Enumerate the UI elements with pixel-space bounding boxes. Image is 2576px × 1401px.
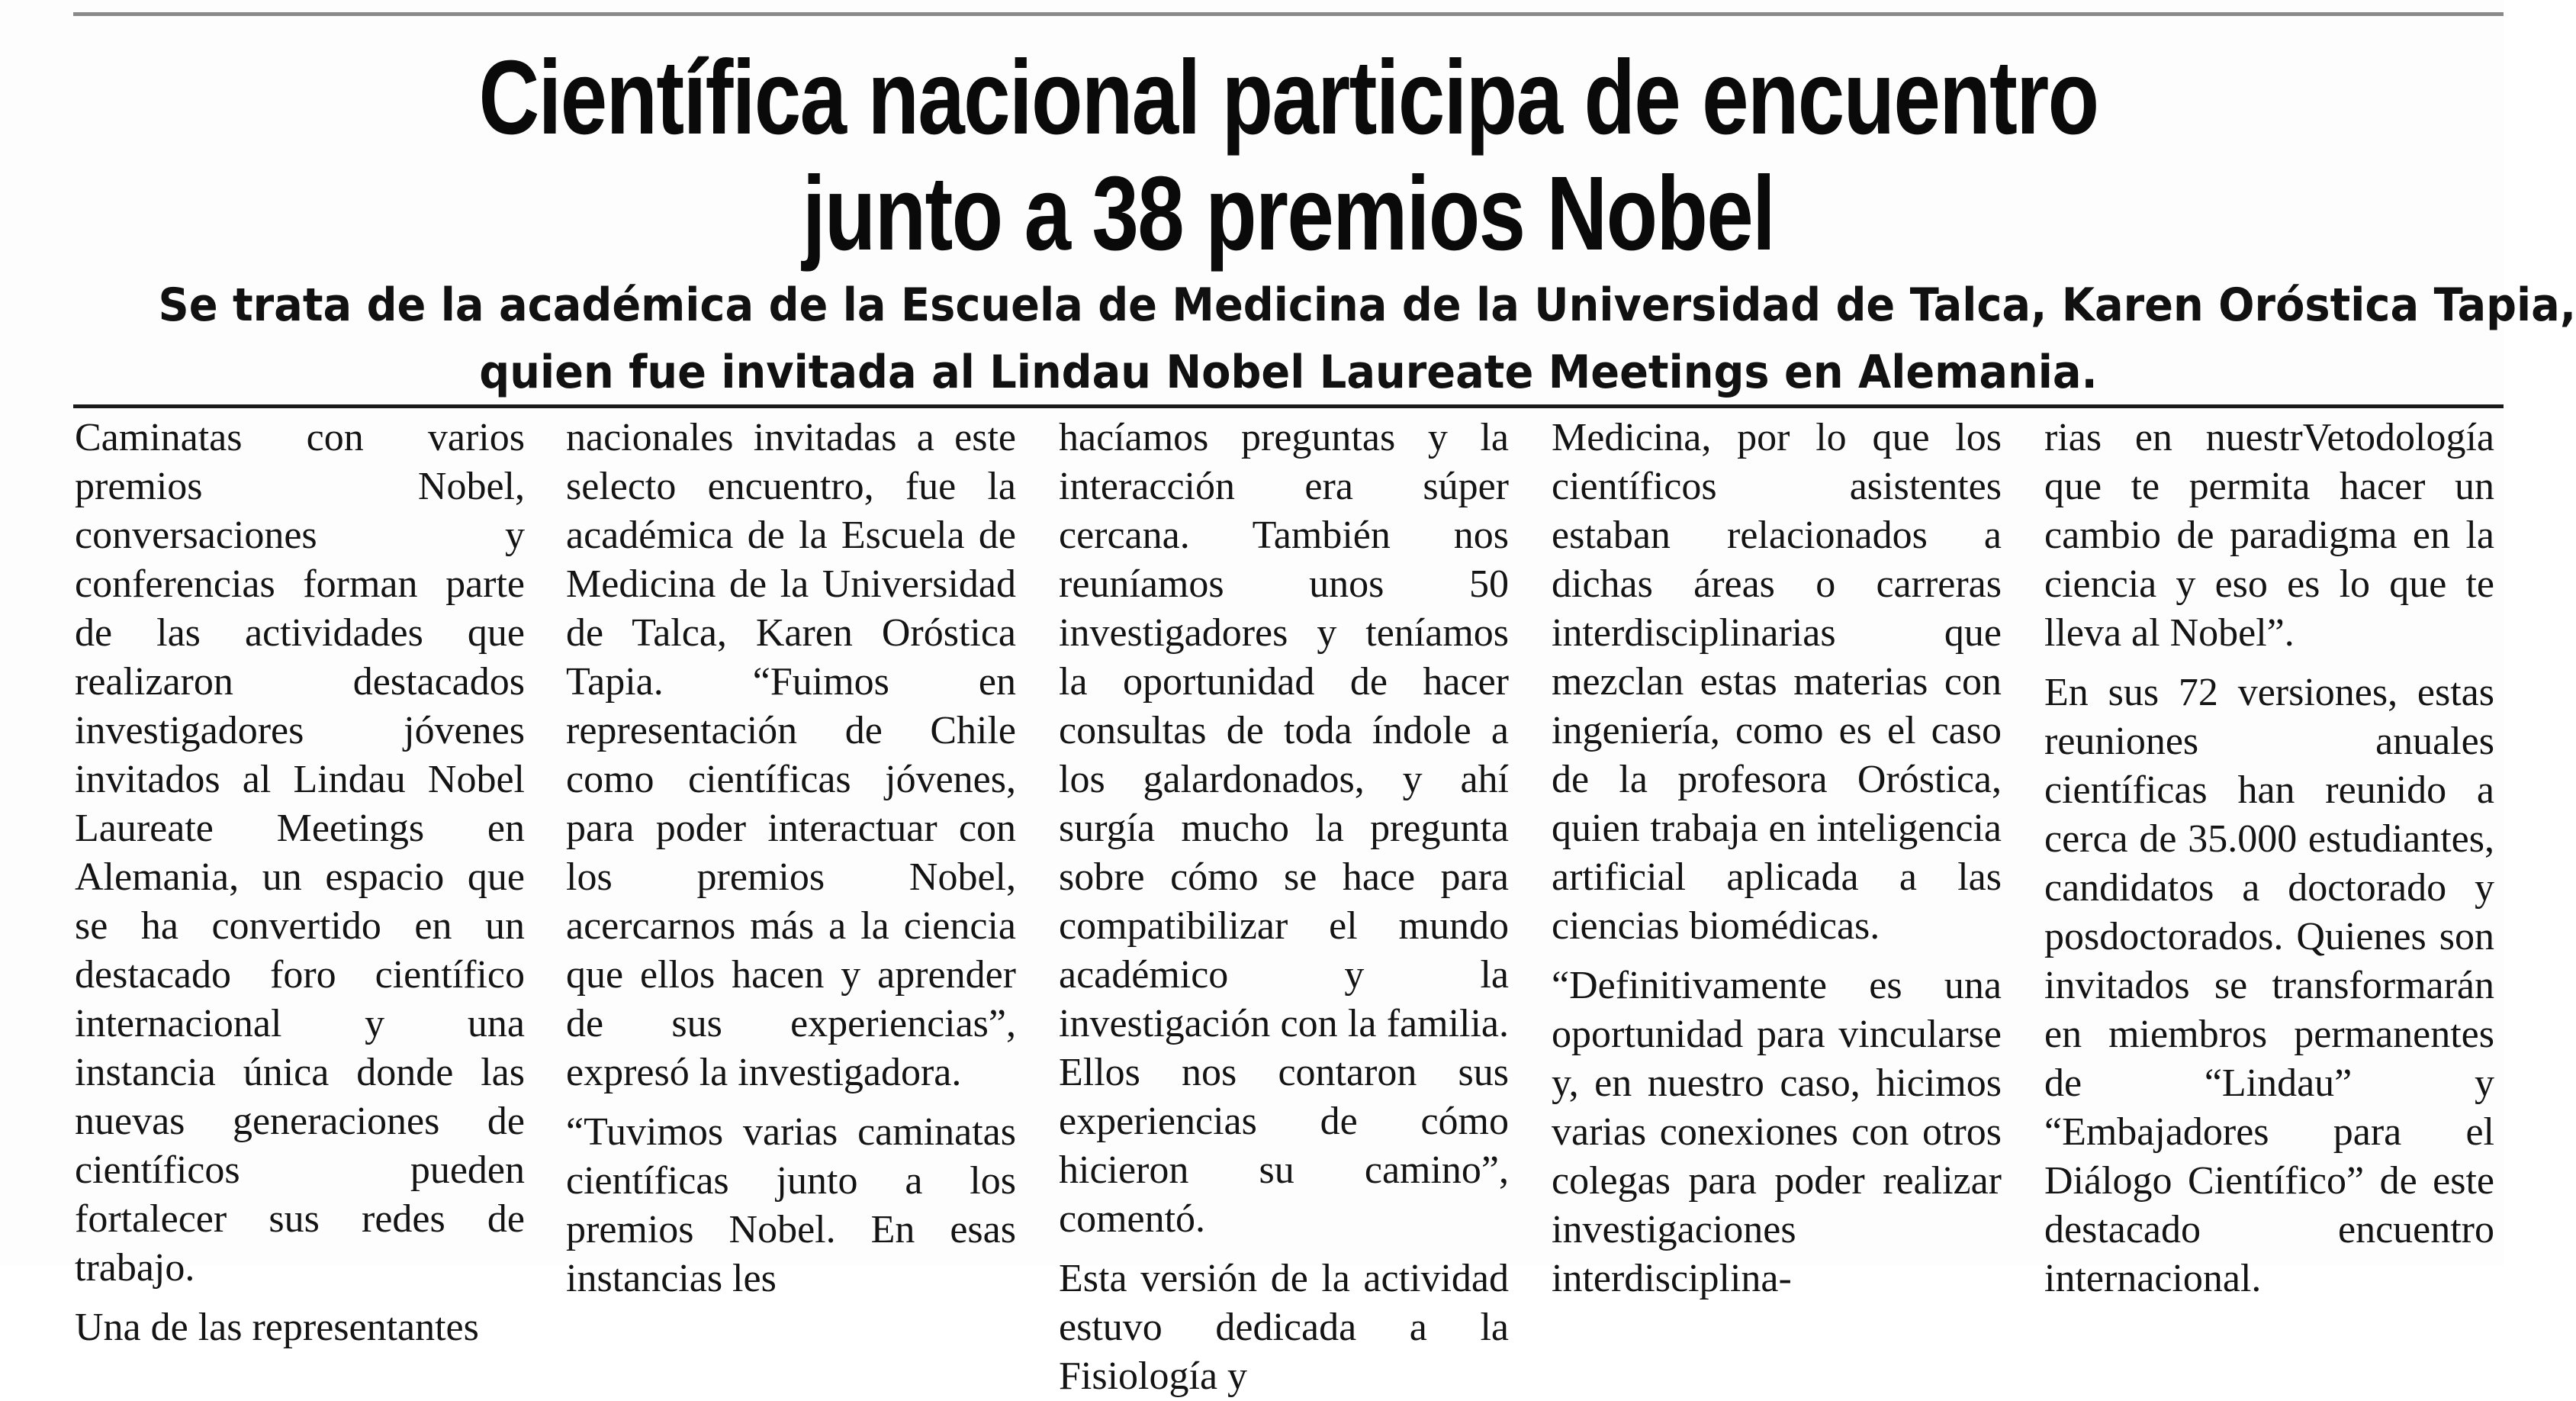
column-2-paragraph-1: nacionales invitadas a este selecto encuentro, fue la académica de la Escuela de Medicina de la Universidad de Talca, Karen Oróstica Tapia. “Fuimos en representación de Chile como científicas jóvenes, para poder interactuar con los premios Nobel, acercarnos más a la ciencia que ellos hacen y aprender de sus experiencias”, expresó la investigadora. [566, 416, 1016, 1094]
headline [317, 40, 2261, 272]
column-5-paragraph-1: rias en nuestrVetodología que te permita hacer un cambio de paradigma en la ciencia y eso es lo que te lleva al Nobel”. [2044, 416, 2494, 655]
column-5-paragraph-2: En sus 72 versiones, estas reuniones anuales científicas han reunido a cerca de 35.000 estudiantes, candidatos a doctorado y posdoctorados. Quienes son invitados se transformarán en miembros permanentes de “Lindau” y “Embajadores para el Diálogo Científico” de este destacado encuentro internacional. [2044, 671, 2494, 1300]
column-2-paragraph-2: “Tuvimos varias caminatas científicas junto a los premios Nobel. En esas instancias les [566, 1110, 1016, 1300]
column-1-paragraph-2: Una de las representantes [75, 1306, 479, 1349]
headline-line-1: Científica nacional participa de encuentro [478, 39, 2098, 156]
subheadline-line-2: quien fue invitada al Lindau Nobel Laureate Meetings en Alemania. [479, 346, 2098, 399]
article-column-1 [75, 414, 525, 1349]
column-4-paragraph-1: Medicina, por lo que los científicos asistentes estaban relacionados a dichas áreas o carreras interdisciplinarias que mezclan estas materias con ingeniería, como es el caso de la profesora Oróstica, quien trabaja en inteligencia artificial aplicada a las ciencias biomédicas. [1552, 416, 2002, 948]
article-column-3 [1059, 414, 1509, 1398]
article-column-2 [566, 414, 1016, 1300]
subheadline-rule [73, 404, 2504, 408]
column-3-paragraph-1: hacíamos preguntas y la interacción era súper cercana. También nos reuníamos unos 50 investigadores y teníamos la oportunidad de hacer consultas de toda índole a los galardonados, y ahí surgía mucho la pregunta sobre cómo se hace para compatibilizar el mundo académico y la investigación con la familia. Ellos nos contaron sus experiencias de cómo hicieron su camino”, comentó. [1059, 416, 1509, 1241]
article-column-5 [2044, 414, 2494, 1300]
article-column-4 [1552, 414, 2002, 1300]
top-rule [73, 12, 2504, 16]
column-1-paragraph-1: Caminatas con varios premios Nobel, conversaciones y conferencias forman parte de las actividades que realizaron destacados investigadores jóvenes invitados al Lindau Nobel Laureate Meetings en Alemania, un espacio que se ha convertido en un destacado foro científico internacional y una instancia única donde las nuevas generaciones de científicos pueden fortalecer sus redes de trabajo. [75, 416, 525, 1290]
subheadline-line-1: Se trata de la académica de la Escuela de Medicina de la Universidad de Talca, Karen Oróstica Tapia, [158, 279, 2576, 332]
subheadline [158, 272, 2576, 406]
column-4-paragraph-2: “Definitivamente es una oportunidad para vincularse y, en nuestro caso, hicimos varias conexiones con otros colegas para poder realizar investigaciones interdisciplina- [1552, 964, 2002, 1300]
column-3-paragraph-2: Esta versión de la actividad estuvo dedicada a la Fisiología y [1059, 1257, 1509, 1398]
headline-line-2: junto a 38 premios Nobel [802, 155, 1775, 272]
